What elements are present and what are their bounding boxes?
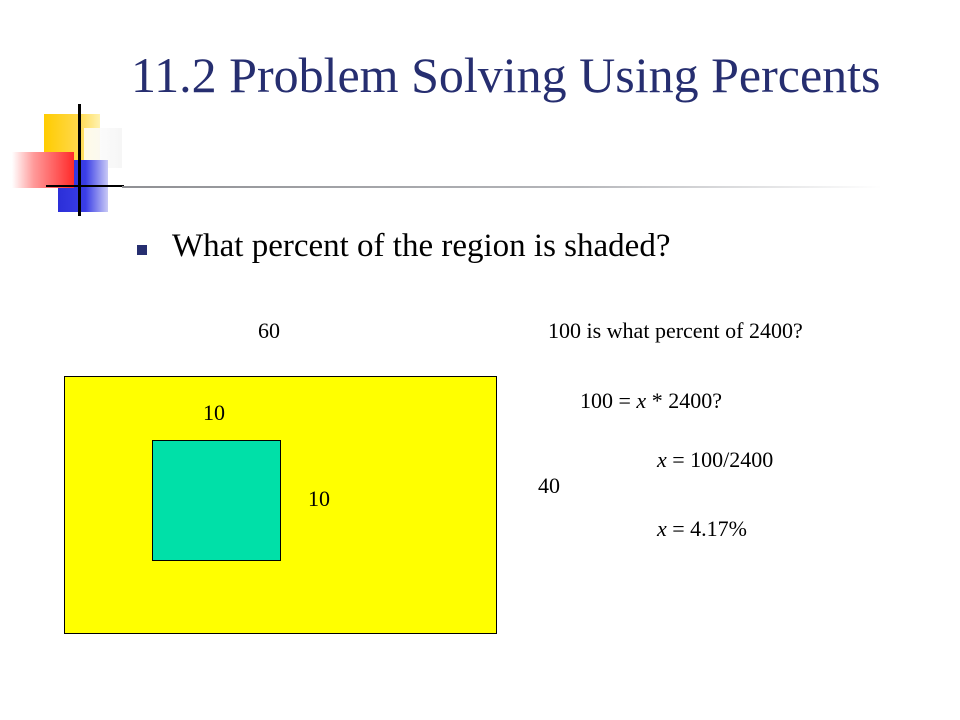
solution-line-2: 100 = x * 2400? bbox=[580, 388, 722, 413]
bullet-square-icon bbox=[137, 245, 147, 255]
shaded-square bbox=[152, 440, 281, 561]
outer-width-label: 60 bbox=[258, 318, 280, 343]
solution-line-4: x = 4.17% bbox=[657, 516, 747, 541]
decor-horizontal-line bbox=[46, 185, 124, 187]
solution-line-3: x = 100/2400 bbox=[657, 447, 774, 472]
solution-line-1: 100 is what percent of 2400? bbox=[548, 318, 803, 343]
decor-vertical-line bbox=[78, 104, 81, 216]
inner-width-label: 10 bbox=[203, 400, 225, 425]
title-underline bbox=[122, 186, 882, 188]
decor-red-bar bbox=[12, 152, 74, 188]
bullet-question: What percent of the region is shaded? bbox=[172, 228, 671, 264]
outer-height-label: 40 bbox=[538, 473, 560, 498]
slide-title: 11.2 Problem Solving Using Percents bbox=[131, 47, 881, 103]
inner-height-label: 10 bbox=[308, 486, 330, 511]
